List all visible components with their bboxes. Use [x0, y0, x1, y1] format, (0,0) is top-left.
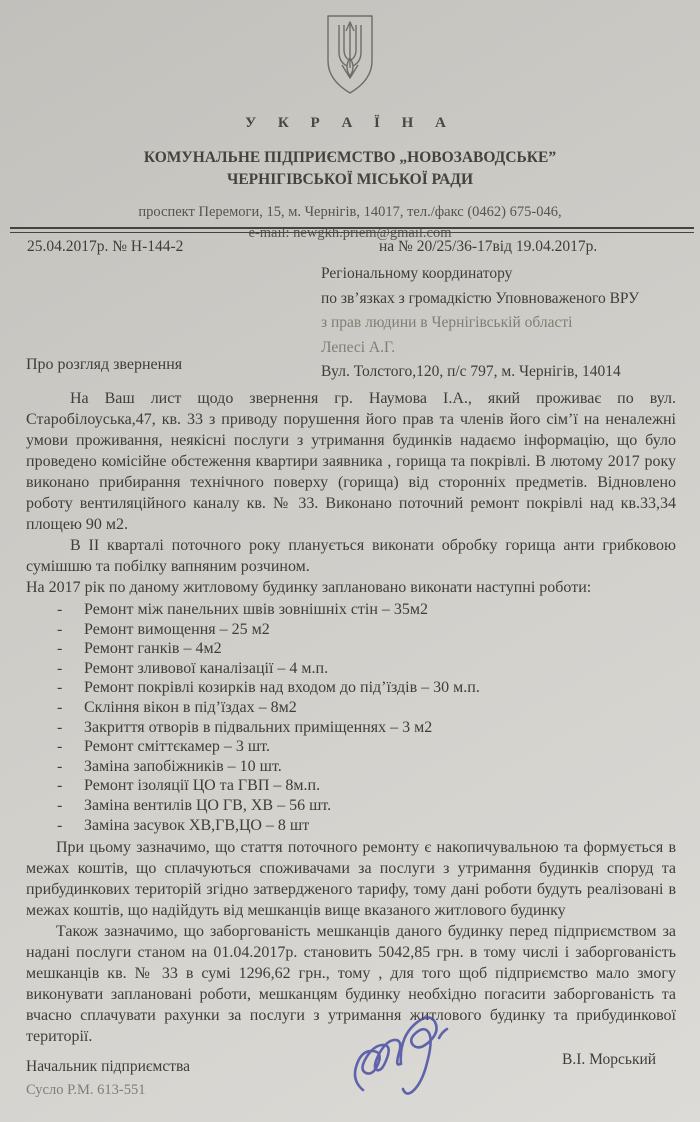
- paragraph: На Ваш лист щодо звернення гр. Наумова І.А., який проживає по вул. Старобілоуська,47, кв. 33 з приводу порушення його прав та членів його сім’ї на неналежні умови проживання, неякісні послуги з утримання будинків надаємо інформацію, що було проведено комісійне обстеження квартири заявника , горища та покрівлі. В лютому 2017 року виконано прибирання технічного поверху (горища) від сторонніх предметів. Відновлено роботу вентиляційного каналу кв. № 33. Виконано поточний ремонт покрівлі над кв.33,34 площею 90 м2.: [26, 390, 676, 533]
- list-item: [26, 659, 676, 679]
- letterhead: [0, 12, 700, 244]
- list-item: [26, 639, 676, 659]
- list-item-text: Заміна засувок ХВ,ГВ,ЦО – 8 шт: [84, 816, 310, 834]
- recipient-line: по зв’язках з громадкістю Уповноваженого ВРУ: [321, 289, 640, 307]
- list-item-text: Ремонт ганків – 4м2: [84, 640, 222, 658]
- list-dash: -: [57, 679, 63, 697]
- list-item-text: Закриття отворів в підвальних приміщеннях – 3 м2: [84, 718, 433, 736]
- list-item-text: Заміна вентилів ЦО ГВ, ХВ – 56 шт.: [84, 796, 332, 814]
- ukraine-trident-emblem-icon: [319, 12, 381, 103]
- list-dash: -: [57, 698, 63, 716]
- organization-address: проспект Перемоги, 15, м. Чернігів, 14017, тел./факс (0462) 675-046,: [138, 204, 562, 220]
- list-item: [26, 698, 676, 718]
- recipient-line: Регіональному координатору: [321, 265, 513, 282]
- list-item-text: Заміна запобіжників – 10 шт.: [84, 757, 282, 775]
- letter-subject: Про розгляд звернення: [26, 356, 183, 373]
- organization-name: [0, 147, 700, 191]
- list-item: [26, 600, 676, 620]
- list-item-text: Ремонт сміттєкамер – 3 шт.: [84, 738, 270, 756]
- executor-contact: Сусло Р.М. 613-551: [26, 1082, 146, 1098]
- paragraph: На 2017 рік по даному житловому будинку заплановано виконати наступні роботи:: [26, 579, 592, 596]
- list-item-text: Ремонт покрівлі козирків над входом до під’їздів – 30 м.п.: [84, 679, 480, 697]
- signer-position-title: Начальник підприємства: [26, 1058, 190, 1075]
- paragraph: Також зазначимо, що заборгованість мешканців даного будинку перед підприємством за надані послуги станом на 01.04.2017р. становить 5042,85 грн. в тому числі і заборгованість мешканців кв. № 33 в сумі 1296,62 грн., тому , для того щоб підприємство мало змогу виконувати заплановані роботи, мешканцям будинку необхідно погасити заборгованість та вчасно сплачувати рахунки за послуги з утримання житлового будинку та прибудинкової території.: [26, 923, 676, 1046]
- recipient-line: з прав людини в Чернігівській області: [321, 314, 573, 331]
- list-item-text: Скління вікон в під’їздах – 8м2: [84, 698, 297, 716]
- list-dash: -: [57, 777, 63, 795]
- list-item-text: Ремонт між панельних швів зовнішніх стін – 35м2: [84, 601, 429, 618]
- list-dash: -: [57, 601, 63, 618]
- list-item: [26, 776, 676, 796]
- list-item: [26, 620, 676, 640]
- list-dash: -: [57, 757, 63, 775]
- paragraph: В ІІ кварталі поточного року планується виконати обробку горища анти грибковою сумішшю та побілку вапняним розчином.: [26, 537, 676, 575]
- list-item: [26, 737, 676, 757]
- list-item-text: Ремонт зливової каналізації – 4 м.п.: [84, 659, 329, 677]
- list-item: [26, 757, 676, 777]
- list-dash: -: [57, 738, 63, 756]
- list-dash: -: [57, 796, 63, 814]
- list-item-text: Ремонт вимощення – 25 м2: [84, 620, 270, 638]
- recipient-block: [321, 262, 681, 385]
- letter-body: [26, 388, 676, 1047]
- letterhead-divider: [10, 227, 694, 233]
- list-item: [26, 718, 676, 738]
- planned-works-list: [26, 600, 676, 835]
- list-item: [26, 796, 676, 816]
- list-dash: -: [57, 659, 63, 677]
- list-item: [26, 816, 676, 836]
- list-dash: -: [57, 620, 63, 638]
- signer-name: В.І. Морський: [562, 1051, 657, 1068]
- list-item: [26, 678, 676, 698]
- organization-name-line2: ЧЕРНІГІВСЬКОЇ МІСЬКОЇ РАДИ: [226, 171, 474, 188]
- list-dash: -: [57, 640, 63, 658]
- incoming-reference: на № 20/25/36-17від 19.04.2017р.: [379, 238, 598, 255]
- country-title: У К Р А Ї Н А: [245, 115, 455, 131]
- handwritten-signature: [333, 1002, 481, 1119]
- recipient-line: Вул. Толстого,120, п/с 797, м. Чернігів, 14014: [321, 363, 621, 380]
- paragraph: При цьому зазначимо, що стаття поточного ремонту є накопичувальною та формується в межах коштів, що сплачуються споживачами за послуги з утримання будинків споруд та прибудинкових територій згідно затвердженого тарифу, тому дані роботи будуть реалізовані в межах коштів, що надійдуть від мешканців вище вказаного житлового будинку: [26, 839, 676, 920]
- organization-email: e-mail: newgkh.priem@gmail.com: [248, 225, 452, 241]
- list-item-text: Ремонт ізоляції ЦО та ГВП – 8м.п.: [84, 777, 321, 795]
- list-dash: -: [57, 816, 63, 834]
- organization-name-line1: КОМУНАЛЬНЕ ПІДПРИЄМСТВО „НОВОЗАВОДСЬКЕ”: [143, 149, 557, 166]
- list-dash: -: [57, 718, 63, 736]
- outgoing-reference: 25.04.2017р. № Н-144-2: [27, 238, 184, 255]
- recipient-line: Лепесі А.Г.: [321, 338, 396, 356]
